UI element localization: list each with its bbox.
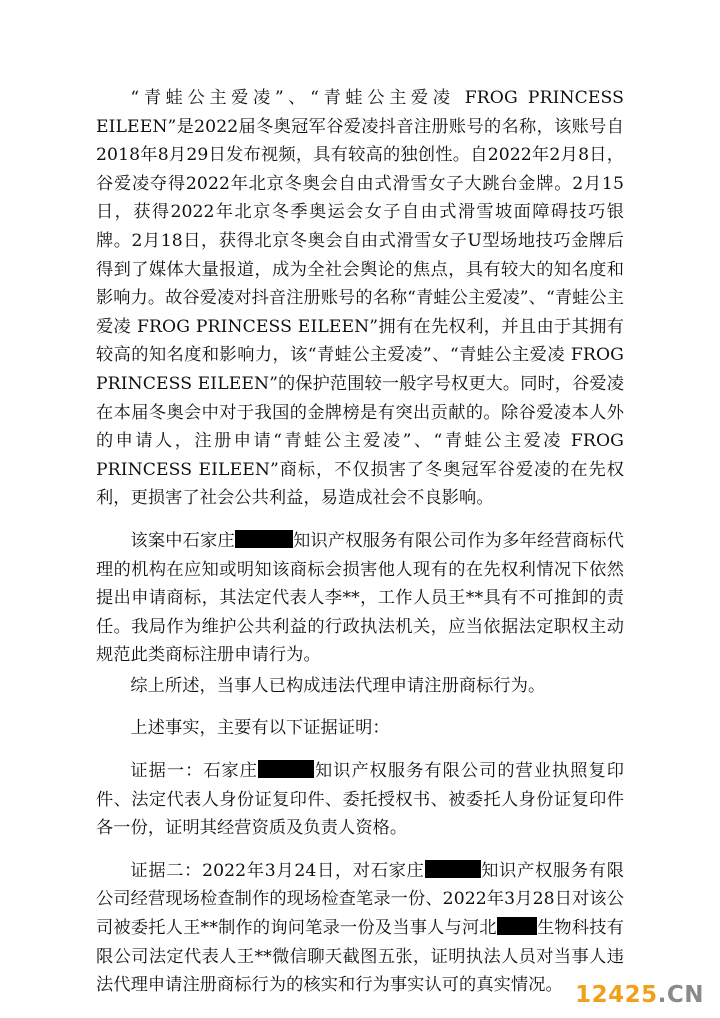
- site-watermark: [575, 982, 704, 1008]
- evidence-two-text-middle: 知识产权服务有限公司经营现场检查制作的现场检查笔录一份、2022年3月28日对该公司被委托人王**制作的询问笔录一份及当事人与河北: [96, 860, 624, 939]
- evidence-one-text-before: 证据一：石家庄: [130, 761, 259, 782]
- paragraph-evidence-intro: 上述事实，主要有以下证据证明：: [130, 718, 390, 739]
- document-page: [96, 84, 624, 1000]
- paragraph-evidence-two: [96, 857, 624, 1000]
- watermark-tld: .CN: [657, 982, 704, 1008]
- redaction-block: [235, 530, 293, 548]
- paragraph-conclusion: 综上所述，当事人已构成违法代理申请注册商标行为。: [130, 675, 546, 696]
- paragraph-agency-responsibility: [96, 527, 624, 670]
- evidence-two-text-after: 生物科技有限公司法定代表人王**微信聊天截图五张，证明执法人员对当事人违法代理申请注册商标行为的核实和行为事实认可的真实情况。: [96, 918, 624, 996]
- paragraph-agency-text-before: 该案中石家庄: [130, 530, 235, 551]
- evidence-two-text-before: 证据二：2022年3月24日，对石家庄: [130, 860, 425, 881]
- evidence-one-text-after: 知识产权服务有限公司的营业执照复印件、法定代表人身份证复印件、委托授权书、被委托人身份证复印件各一份，证明其经营资质及负责人资格。: [96, 761, 625, 839]
- watermark-number: 12425: [575, 982, 658, 1008]
- paragraph-agency-text-after: 知识产权服务有限公司作为多年经营商标代理的机构在应知或明知该商标会损害他人现有的在先权利情况下依然提出申请商标，其法定代表人李**，工作人员王**具有不可推卸的责任。我局作为维护公共利益的行政执法机关，应当依据法定职权主动规范此类商标注册申请行为。: [96, 530, 624, 666]
- redaction-block: [497, 917, 537, 935]
- redaction-block: [425, 860, 481, 878]
- paragraph-evidence-one: [96, 757, 624, 843]
- paragraph-trademark-background: “青蛙公主爱凌”、“青蛙公主爱凌 FROG PRINCESS EILEEN”是2022届冬奥冠军谷爱凌抖音注册账号的名称，该账号自2018年8月29日发布视频，具有较高的独创性。自2022年2月8日，谷爱凌夺得2022年北京冬奥会自由式滑雪女子大跳台金牌。2月15日，获得2022年北京冬季奥运会女子自由式滑雪坡面障碍技巧银牌。2月18日，获得北京冬奥会自由式滑雪女子U型场地技巧金牌后得到了媒体大量报道，成为全社会舆论的焦点，具有较大的知名度和影响力。故谷爱凌对抖音注册账号的名称“青蛙公主爱凌”、“青蛙公主爱凌 FROG PRINCESS EILEEN”拥有在先权利，并且由于其拥有较高的知名度和影响力，该“青蛙公主爱凌”、“青蛙公主爱凌 FROG PRINCESS EILEEN”的保护范围较一般字号权更大。同时，谷爱凌在本届冬奥会中对于我国的金牌榜是有突出贡献的。除谷爱凌本人外的申请人，注册申请“青蛙公主爱凌”、“青蛙公主爱凌 FROG PRINCESS EILEEN”商标，不仅损害了冬奥冠军谷爱凌的在先权利，更损害了社会公共利益，易造成社会不良影响。: [96, 88, 625, 509]
- redaction-block: [258, 760, 314, 778]
